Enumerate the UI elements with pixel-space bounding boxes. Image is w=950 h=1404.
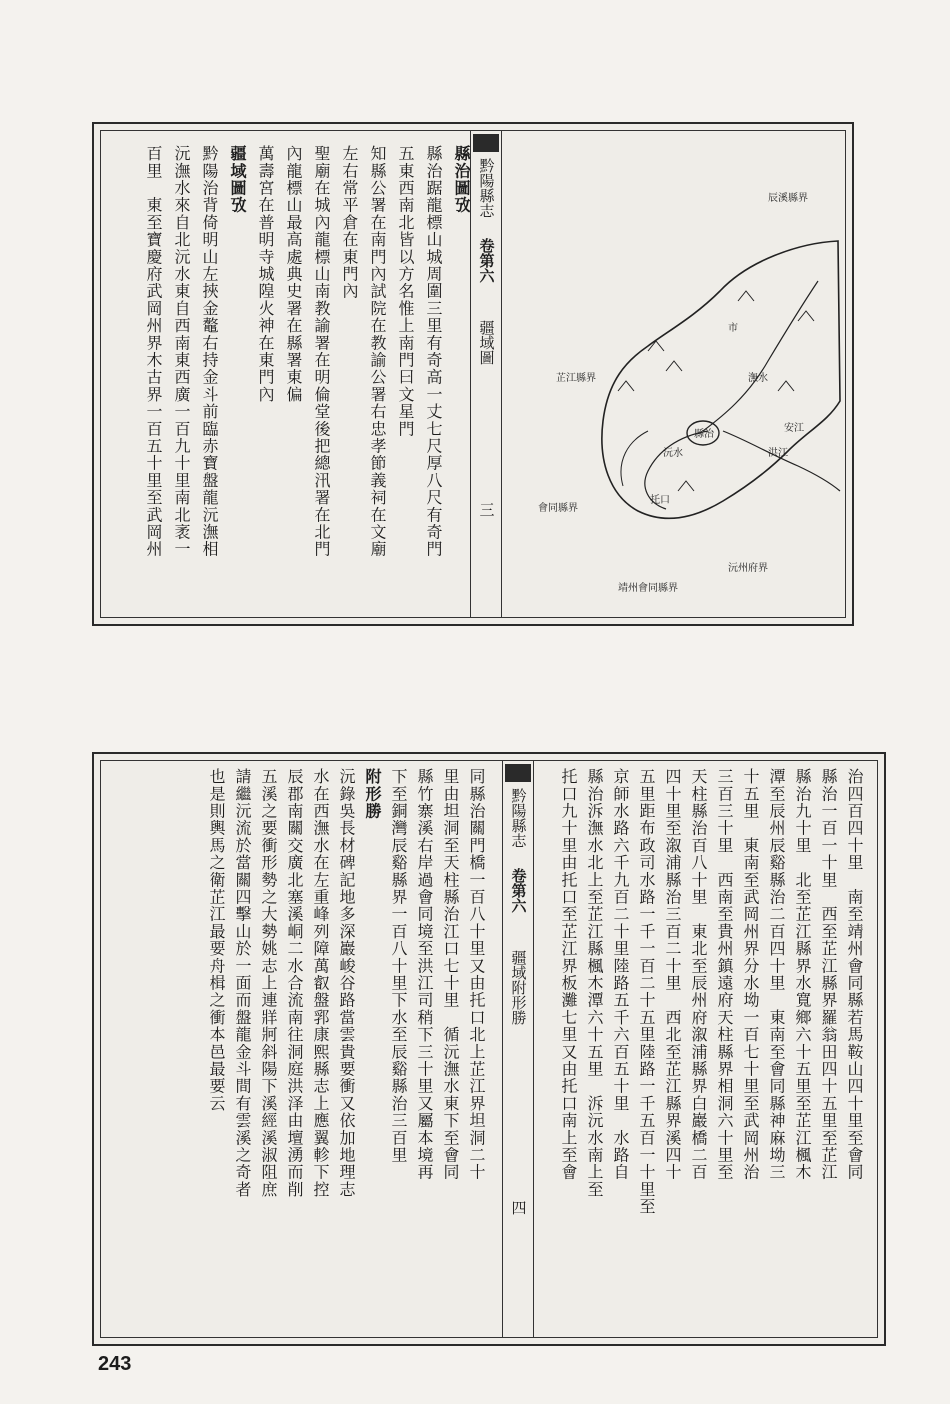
text-column: 同縣治關門橋一百八十里又由托口北上芷江界坦洞二十	[467, 768, 486, 1181]
band-volume: 卷第六	[477, 238, 496, 283]
upper-page	[92, 122, 854, 626]
text-column: 天柱縣治百八十里 東北至辰州府溆浦縣界白巖橋二百	[689, 768, 708, 1181]
map-label-jingzhou: 靖州會同縣界	[618, 583, 678, 594]
text-column: 縣治九十里 北至芷江縣界水寬鄉六十五里至芷江楓木	[793, 768, 812, 1181]
text-column: 黔陽治背倚明山左挾金鼇右持金斗前臨赤寶盤龍沅潕相	[200, 145, 219, 558]
text-column: 五里距布政司水路一千一百二十五里陸路一千五百一十里至	[637, 768, 656, 1216]
band-title: 黔陽縣志	[477, 158, 496, 218]
map-label-river-yuan: 沅水	[663, 448, 683, 459]
map-label-zhijiang-border: 芷江縣界	[556, 373, 596, 384]
text-column: 知縣公署在南門內試院在教諭公署右忠孝節義祠在文廟	[368, 145, 387, 558]
county-map	[498, 130, 846, 618]
text-column: 五溪之要衝形勢之大勢姚志上連牂牁斜陽下溪經溪淑阻庶	[259, 768, 278, 1198]
text-column: 也是則輿馬之衛芷江最要舟楫之衝本邑最要云	[207, 768, 226, 1112]
tributary	[621, 431, 648, 486]
text-column: 沅潕水來自北沅水東自西南東西廣一百九十里南北袤一	[172, 145, 191, 558]
river-east	[723, 431, 840, 491]
text-column: 縣治踞龍標山城周圍三里有奇高一丈七尺厚八尺有奇門	[424, 145, 443, 558]
text-column: 里由坦洞至天柱縣治江口七十里 循沅潕水東下至會同	[441, 768, 460, 1181]
text-column: 辰郡南關交廣北塞溪峒二水合流南往洞庭洪泽由壇湧而削	[285, 768, 304, 1198]
text-column: 沅錄吳長材碑記地多深巖峻谷路當雲貴要衝又依加地理志	[337, 768, 356, 1198]
text-column: 內龍標山最高處典史署在縣署東偏	[284, 145, 303, 403]
text-column: 萬壽宮在普明寺城隍火神在東門內	[256, 145, 275, 403]
text-column: 縣治一百一十里 西至芷江縣界羅翁田四十五里至芷江	[819, 768, 838, 1181]
text-column: 附形勝	[363, 768, 382, 820]
band-page-number: 四	[509, 1200, 528, 1215]
text-column: 左右常平倉在東門內	[340, 145, 359, 300]
band-volume: 卷第六	[509, 868, 528, 913]
map-label-hongjiang: 洪江	[768, 448, 788, 459]
text-column: 五東西南北皆以方名惟上南門曰文星門	[396, 145, 415, 438]
text-column: 聖廟在城內龍標山南教諭署在明倫堂後把總汛署在北門	[312, 145, 331, 558]
map-label-anjiang: 安江	[784, 423, 804, 434]
map-label-river-wu: 潕水	[748, 373, 768, 384]
map-label-market: 市	[728, 323, 738, 334]
text-column: 三百三十里 西南至貴州鎮遠府天柱縣界相洞六十里至	[715, 768, 734, 1181]
band-section: 疆域附形勝	[509, 950, 528, 1025]
text-column: 托口九十里由托口至芷江界板灘七里又由托口南上至會	[559, 768, 578, 1181]
map-label-tuokou: 托口	[650, 495, 670, 506]
text-column: 京師水路六千九百二十里陸路五千六百五十里 水路自	[611, 768, 630, 1181]
text-column: 縣治泝潕水北上至芷江縣楓木潭六十五里 泝沅水南上至	[585, 768, 604, 1198]
county-boundary	[602, 241, 840, 518]
map-label-chenxi-border: 辰溪縣界	[768, 193, 808, 204]
text-column: 治四百四十里 南至靖州會同縣若馬鞍山四十里至會同	[845, 768, 864, 1181]
band-title: 黔陽縣志	[509, 788, 528, 848]
text-column: 下至銅灣辰谿縣界一百八十里下水至辰谿縣治三百里	[389, 768, 408, 1164]
map-drawing	[498, 130, 846, 618]
text-column: 疆域圖攷	[228, 145, 247, 214]
river-wu	[703, 281, 818, 431]
map-label-yuanzhou-border: 沅州府界	[728, 563, 768, 574]
map-label-county-seat: 縣治	[694, 429, 714, 440]
text-column: 水在西潕水在左重峰列障萬叡盤郛康熙縣志上應翼軫下控	[311, 768, 330, 1198]
text-column: 四十里至溆浦縣治三百二十里 西北至芷江縣界溪四十	[663, 768, 682, 1181]
lower-page	[92, 752, 886, 1346]
text-column: 十五里 東南至武岡州界分水坳一百七十里至武岡州治	[741, 768, 760, 1181]
map-label-huitong-border: 會同縣界	[538, 503, 578, 514]
center-band	[502, 760, 534, 1338]
band-page-number: 三	[477, 502, 496, 517]
text-column: 百里 東至寶慶府武岡州界木古界一百五十里至武岡州	[144, 145, 163, 558]
band-section: 疆域圖	[477, 320, 496, 365]
text-column: 請繼沅流於當關四擊山於一面而盤龍金斗間有雲溪之奇者	[233, 768, 252, 1198]
text-column: 縣竹寨溪右岸過會同境至洪江司稍下三十里又屬本境再	[415, 768, 434, 1181]
mountain-icons	[618, 291, 814, 491]
text-column: 縣治圖攷	[452, 145, 471, 214]
page-number: 243	[98, 1353, 132, 1375]
text-column: 潭至辰州辰谿縣治二百四十里 東南至會同縣神麻坳三	[767, 768, 786, 1181]
